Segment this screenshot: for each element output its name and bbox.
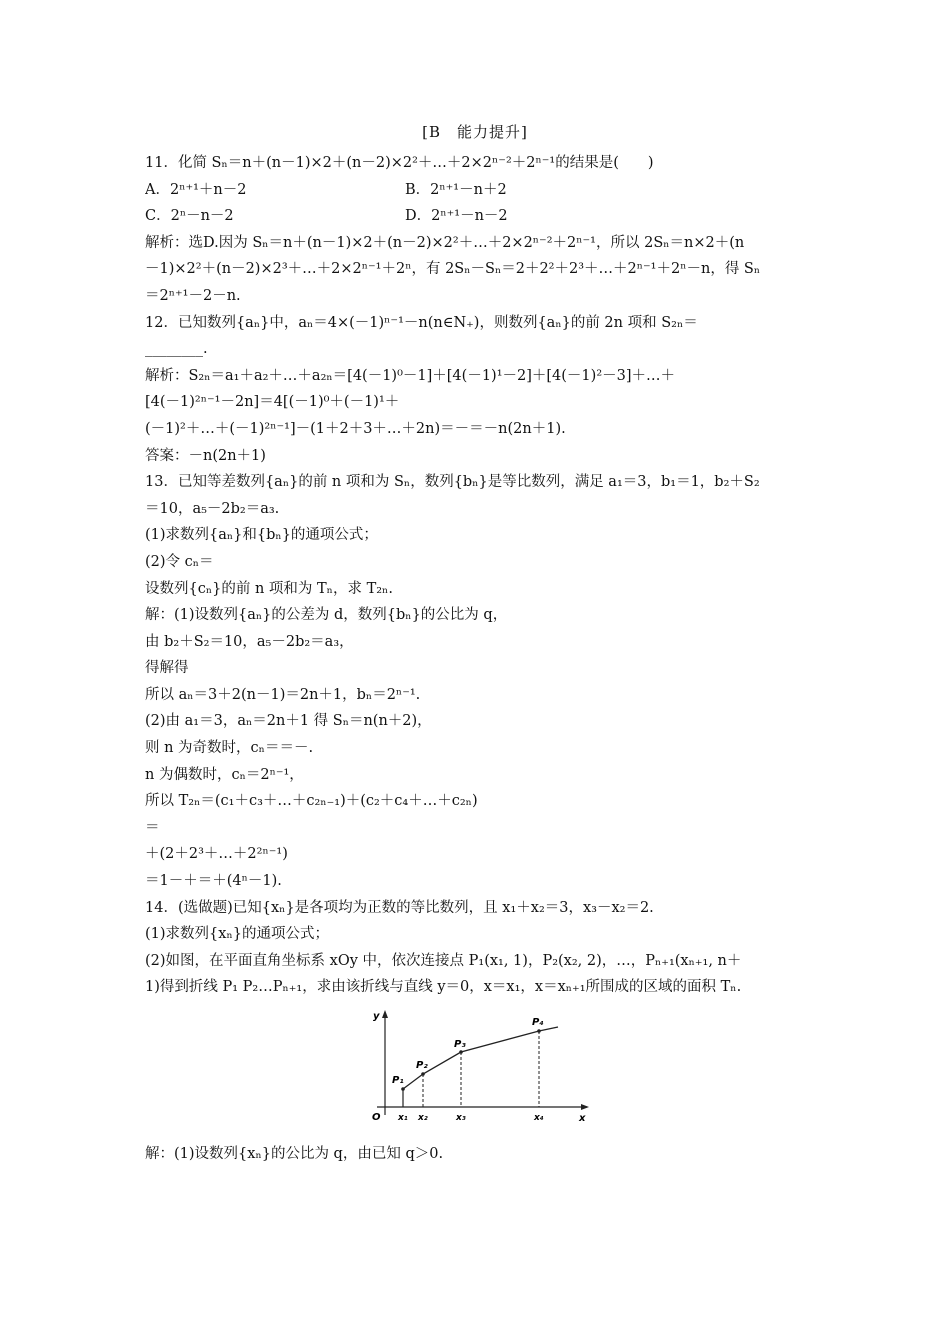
text-line: ________. bbox=[145, 341, 208, 358]
text-line: 12．已知数列{aₙ}中，aₙ＝4×(－1)ⁿ⁻¹－n(n∈N₊)，则数列{aₙ}的前 2n 项和 S₂ₙ＝ bbox=[145, 314, 698, 331]
section-title: [B 能力提升] bbox=[422, 123, 528, 141]
option-c: C．2ⁿ－n－2 bbox=[145, 208, 234, 225]
point-p1 bbox=[401, 1087, 405, 1091]
x-axis-label: x bbox=[579, 1113, 586, 1123]
text-line: (2)如图，在平面直角坐标系 xOy 中，依次连接点 P₁(x₁, 1)，P₂(x₂, 2)，…，Pₙ₊₁(xₙ₊₁, n＋ bbox=[145, 952, 742, 969]
tick-x4: x₄ bbox=[534, 1113, 544, 1123]
text-line: 13．已知等差数列{aₙ}的前 n 项和为 Sₙ，数列{bₙ}是等比数列，满足 a₁＝3，b₁＝1，b₂＋S₂ bbox=[145, 474, 760, 491]
text-line: ＝2ⁿ⁺¹－2－n. bbox=[145, 287, 241, 304]
option-b: B．2ⁿ⁺¹－n＋2 bbox=[405, 181, 507, 198]
document-body bbox=[145, 150, 810, 1168]
origin-label: O bbox=[372, 1112, 381, 1123]
text-line: 11．化简 Sₙ＝n＋(n－1)×2＋(n－2)×2²＋…＋2×2ⁿ⁻²＋2ⁿ⁻¹的结果是( ) bbox=[145, 155, 654, 171]
text-line: (1)求数列{aₙ}和{bₙ}的通项公式； bbox=[145, 527, 378, 544]
text-line: (－1)²＋…＋(－1)²ⁿ⁻¹]－(1＋2＋3＋…＋2n)＝－＝－n(2n＋1). bbox=[145, 420, 566, 437]
text-line: [4(－1)²ⁿ⁻¹－2n]＝4[(－1)⁰＋(－1)¹＋ bbox=[145, 394, 400, 411]
text-line: (2)令 cₙ＝ bbox=[145, 553, 214, 570]
text-line: 所以 aₙ＝3＋2(n－1)＝2n＋1，bₙ＝2ⁿ⁻¹. bbox=[145, 686, 421, 703]
p1-label: P₁ bbox=[392, 1075, 404, 1086]
text-line: 设数列{cₙ}的前 n 项和为 Tₙ，求 T₂ₙ. bbox=[145, 580, 393, 597]
tick-x1: x₁ bbox=[398, 1113, 408, 1123]
text-line: 解：(1)设数列{aₙ}的公差为 d，数列{bₙ}的公比为 q， bbox=[145, 607, 508, 624]
text-line: －1)×2²＋(n－2)×2³＋…＋2×2ⁿ⁻¹＋2ⁿ，有 2Sₙ－Sₙ＝2＋2²＋2³＋…＋2ⁿ⁻¹＋2ⁿ－n，得 Sₙ bbox=[145, 261, 761, 278]
text-line: 解析：S₂ₙ＝a₁＋a₂＋…＋a₂ₙ＝[4(－1)⁰－1]＋[4(－1)¹－2]＋[4(－1)²－3]＋…＋ bbox=[145, 367, 676, 384]
text-line: ＝ bbox=[145, 819, 160, 836]
text-line: ＝10，a₅－2b₂＝a₃. bbox=[145, 500, 280, 517]
tick-x3: x₃ bbox=[456, 1113, 466, 1123]
polyline-curve bbox=[403, 1027, 558, 1089]
text-line: 解：(1)设数列{xₙ}的公比为 q，由已知 q＞0. bbox=[145, 1146, 444, 1162]
polyline-diagram bbox=[365, 1007, 605, 1123]
text-line: 得解得 bbox=[145, 660, 189, 677]
text-line: 所以 T₂ₙ＝(c₁＋c₃＋…＋c₂ₙ₋₁)＋(c₂＋c₄＋…＋c₂ₙ) bbox=[145, 793, 478, 810]
text-line: ＋(2＋2³＋…＋2²ⁿ⁻¹) bbox=[145, 846, 288, 863]
text-line: 14．(选做题)已知{xₙ}是各项均为正数的等比数列，且 x₁＋x₂＝3，x₃－x₂＝2. bbox=[145, 899, 654, 916]
option-d: D．2ⁿ⁺¹－n－2 bbox=[405, 208, 508, 225]
y-axis-arrow bbox=[382, 1010, 388, 1018]
text-line: (1)求数列{xₙ}的通项公式； bbox=[145, 926, 329, 943]
option-a: A．2ⁿ⁺¹＋n－2 bbox=[145, 181, 247, 198]
text-line: 解析：选D.因为 Sₙ＝n＋(n－1)×2＋(n－2)×2²＋…＋2×2ⁿ⁻²＋2ⁿ⁻¹，所以 2Sₙ＝n×2＋(n bbox=[145, 234, 745, 251]
text-line: 则 n 为奇数时，cₙ＝＝－. bbox=[145, 740, 314, 757]
text-line: 答案：－n(2n＋1) bbox=[145, 447, 266, 464]
p3-label: P₃ bbox=[454, 1039, 466, 1050]
p4-label: P₄ bbox=[532, 1017, 544, 1028]
x-axis-arrow bbox=[581, 1104, 589, 1110]
polyline-figure bbox=[145, 1007, 810, 1123]
y-axis-label: y bbox=[373, 1011, 380, 1022]
p2-label: P₂ bbox=[416, 1060, 428, 1071]
text-line: n 为偶数时，cₙ＝2ⁿ⁻¹， bbox=[145, 766, 304, 783]
text-line: ＝1－＋＝＋(4ⁿ－1). bbox=[145, 873, 282, 890]
text-line: 1)得到折线 P₁ P₂…Pₙ₊₁，求由该折线与直线 y＝0，x＝x₁，x＝xₙ₊₁所围成的区域的面积 Tₙ. bbox=[145, 979, 742, 996]
options-row bbox=[145, 177, 810, 204]
options-row bbox=[145, 203, 810, 230]
point-p3 bbox=[459, 1050, 463, 1054]
point-p4 bbox=[537, 1029, 541, 1033]
point-p2 bbox=[421, 1072, 425, 1076]
tick-x2: x₂ bbox=[418, 1113, 428, 1123]
text-line: 由 b₂＋S₂＝10，a₅－2b₂＝a₃， bbox=[145, 633, 354, 650]
text-line: (2)由 a₁＝3，aₙ＝2n＋1 得 Sₙ＝n(n＋2)， bbox=[145, 713, 432, 730]
